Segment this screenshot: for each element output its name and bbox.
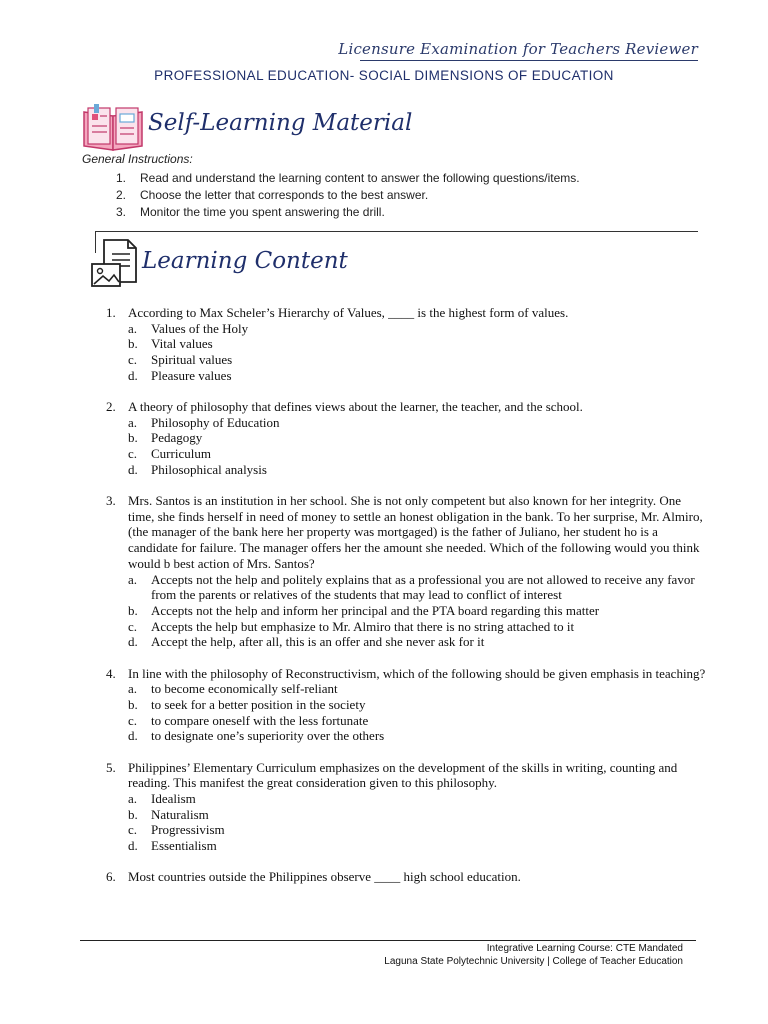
answer-option: d. Essentialism	[128, 838, 217, 854]
question-number: 2.	[106, 399, 116, 415]
option-list	[128, 415, 706, 478]
answer-option: a. to become economically self-reliant	[128, 681, 338, 697]
answer-option: c. Progressivism	[128, 822, 225, 838]
answer-option: c. to compare oneself with the less fortunate	[128, 712, 369, 728]
question-item	[106, 869, 706, 885]
answer-option: d. to designate one’s superiority over the others	[128, 728, 385, 744]
answer-option: c. Spiritual values	[128, 352, 233, 368]
section-divider	[95, 231, 698, 232]
question-number: 5.	[106, 759, 116, 775]
answer-option: a. Accepts not the help and politely explains that as a professional you are not allowed to receive any favor from the parents or relatives of the students that may lead to conflict of interest	[128, 571, 695, 603]
instruction-item: 3. Monitor the time you spent answering the drill.	[116, 205, 385, 219]
instruction-item: 2. Choose the letter that corresponds to the best answer.	[116, 188, 429, 202]
learning-content-title: Learning Content	[142, 248, 348, 274]
question-item	[106, 305, 706, 384]
footer-course: Integrative Learning Course: CTE Mandated	[486, 943, 683, 954]
question-item	[106, 666, 706, 745]
question-number: 4.	[106, 665, 116, 681]
open-book-icon	[80, 104, 146, 152]
question-item	[106, 399, 706, 478]
answer-option: c. Curriculum	[128, 446, 211, 462]
answer-option: b. Pedagogy	[128, 430, 203, 446]
document-subject: PROFESSIONAL EDUCATION- SOCIAL DIMENSIONS OF EDUCATION	[154, 68, 614, 83]
question-number: 1.	[106, 305, 116, 320]
question-item	[106, 760, 706, 854]
question-number: 3.	[106, 493, 116, 509]
question-text: Philippines’ Elementary Curriculum emphasizes on the development of the skills in writing, counting and reading. This manifest the great consideration given to this philosophy.	[128, 759, 678, 791]
answer-option: d. Pleasure values	[128, 367, 232, 383]
instruction-item: 1. Read and understand the learning content to answer the following questions/items.	[116, 171, 580, 185]
answer-option: a. Values of the Holy	[128, 320, 249, 336]
option-list	[128, 321, 706, 384]
answer-option: c. Accepts the help but emphasize to Mr. Almiro that there is no string attached to it	[128, 618, 575, 634]
header-underline	[360, 60, 698, 61]
answer-option: a. Philosophy of Education	[128, 414, 280, 430]
question-text: Mrs. Santos is an institution in her school. She is not only competent but also known for her integrity. One time, she finds herself in need of money to settle an honest obligation in the bank. To her surprise, Mr. Almiro, (the manager of the bank here her property was mortgaged) is the father of Juliano, her student ho is a candidate for failure. The manager offers her the amount she needed. Which of the following would you think would b best action of Mrs. Santos?	[128, 493, 703, 571]
instructions-list	[116, 170, 580, 221]
answer-option: d. Accept the help, after all, this is an offer and she never ask for it	[128, 634, 485, 650]
option-list	[128, 791, 706, 854]
answer-option: d. Philosophical analysis	[128, 461, 267, 477]
answer-option: b. Vital values	[128, 336, 213, 352]
answer-option: b. Accepts not the help and inform her principal and the PTA board regarding this matter	[128, 602, 600, 618]
question-text: According to Max Scheler’s Hierarchy of Values, ____ is the highest form of values.	[128, 305, 569, 320]
header-script-title: Licensure Examination for Teachers Reviewer	[338, 40, 698, 58]
answer-option: b. to seek for a better position in the society	[128, 696, 366, 712]
option-list	[128, 681, 706, 744]
question-item	[106, 493, 706, 650]
question-number: 6.	[106, 869, 116, 885]
question-text: A theory of philosophy that defines views about the learner, the teacher, and the school.	[128, 399, 583, 415]
answer-option: a. Idealism	[128, 790, 196, 806]
question-text: Most countries outside the Philippines observe ____ high school education.	[128, 869, 521, 885]
answer-option: b. Naturalism	[128, 806, 209, 822]
footer-divider	[80, 940, 696, 941]
self-learning-title: Self-Learning Material	[148, 110, 413, 136]
footer-institution: Laguna State Polytechnic University | College of Teacher Education	[384, 956, 683, 967]
question-text: In line with the philosophy of Reconstructivism, which of the following should be given emphasis in teaching?	[128, 665, 706, 681]
document-image-icon	[90, 238, 140, 290]
general-instructions-label: General Instructions:	[82, 152, 193, 166]
option-list	[128, 572, 706, 651]
question-list	[106, 305, 706, 901]
